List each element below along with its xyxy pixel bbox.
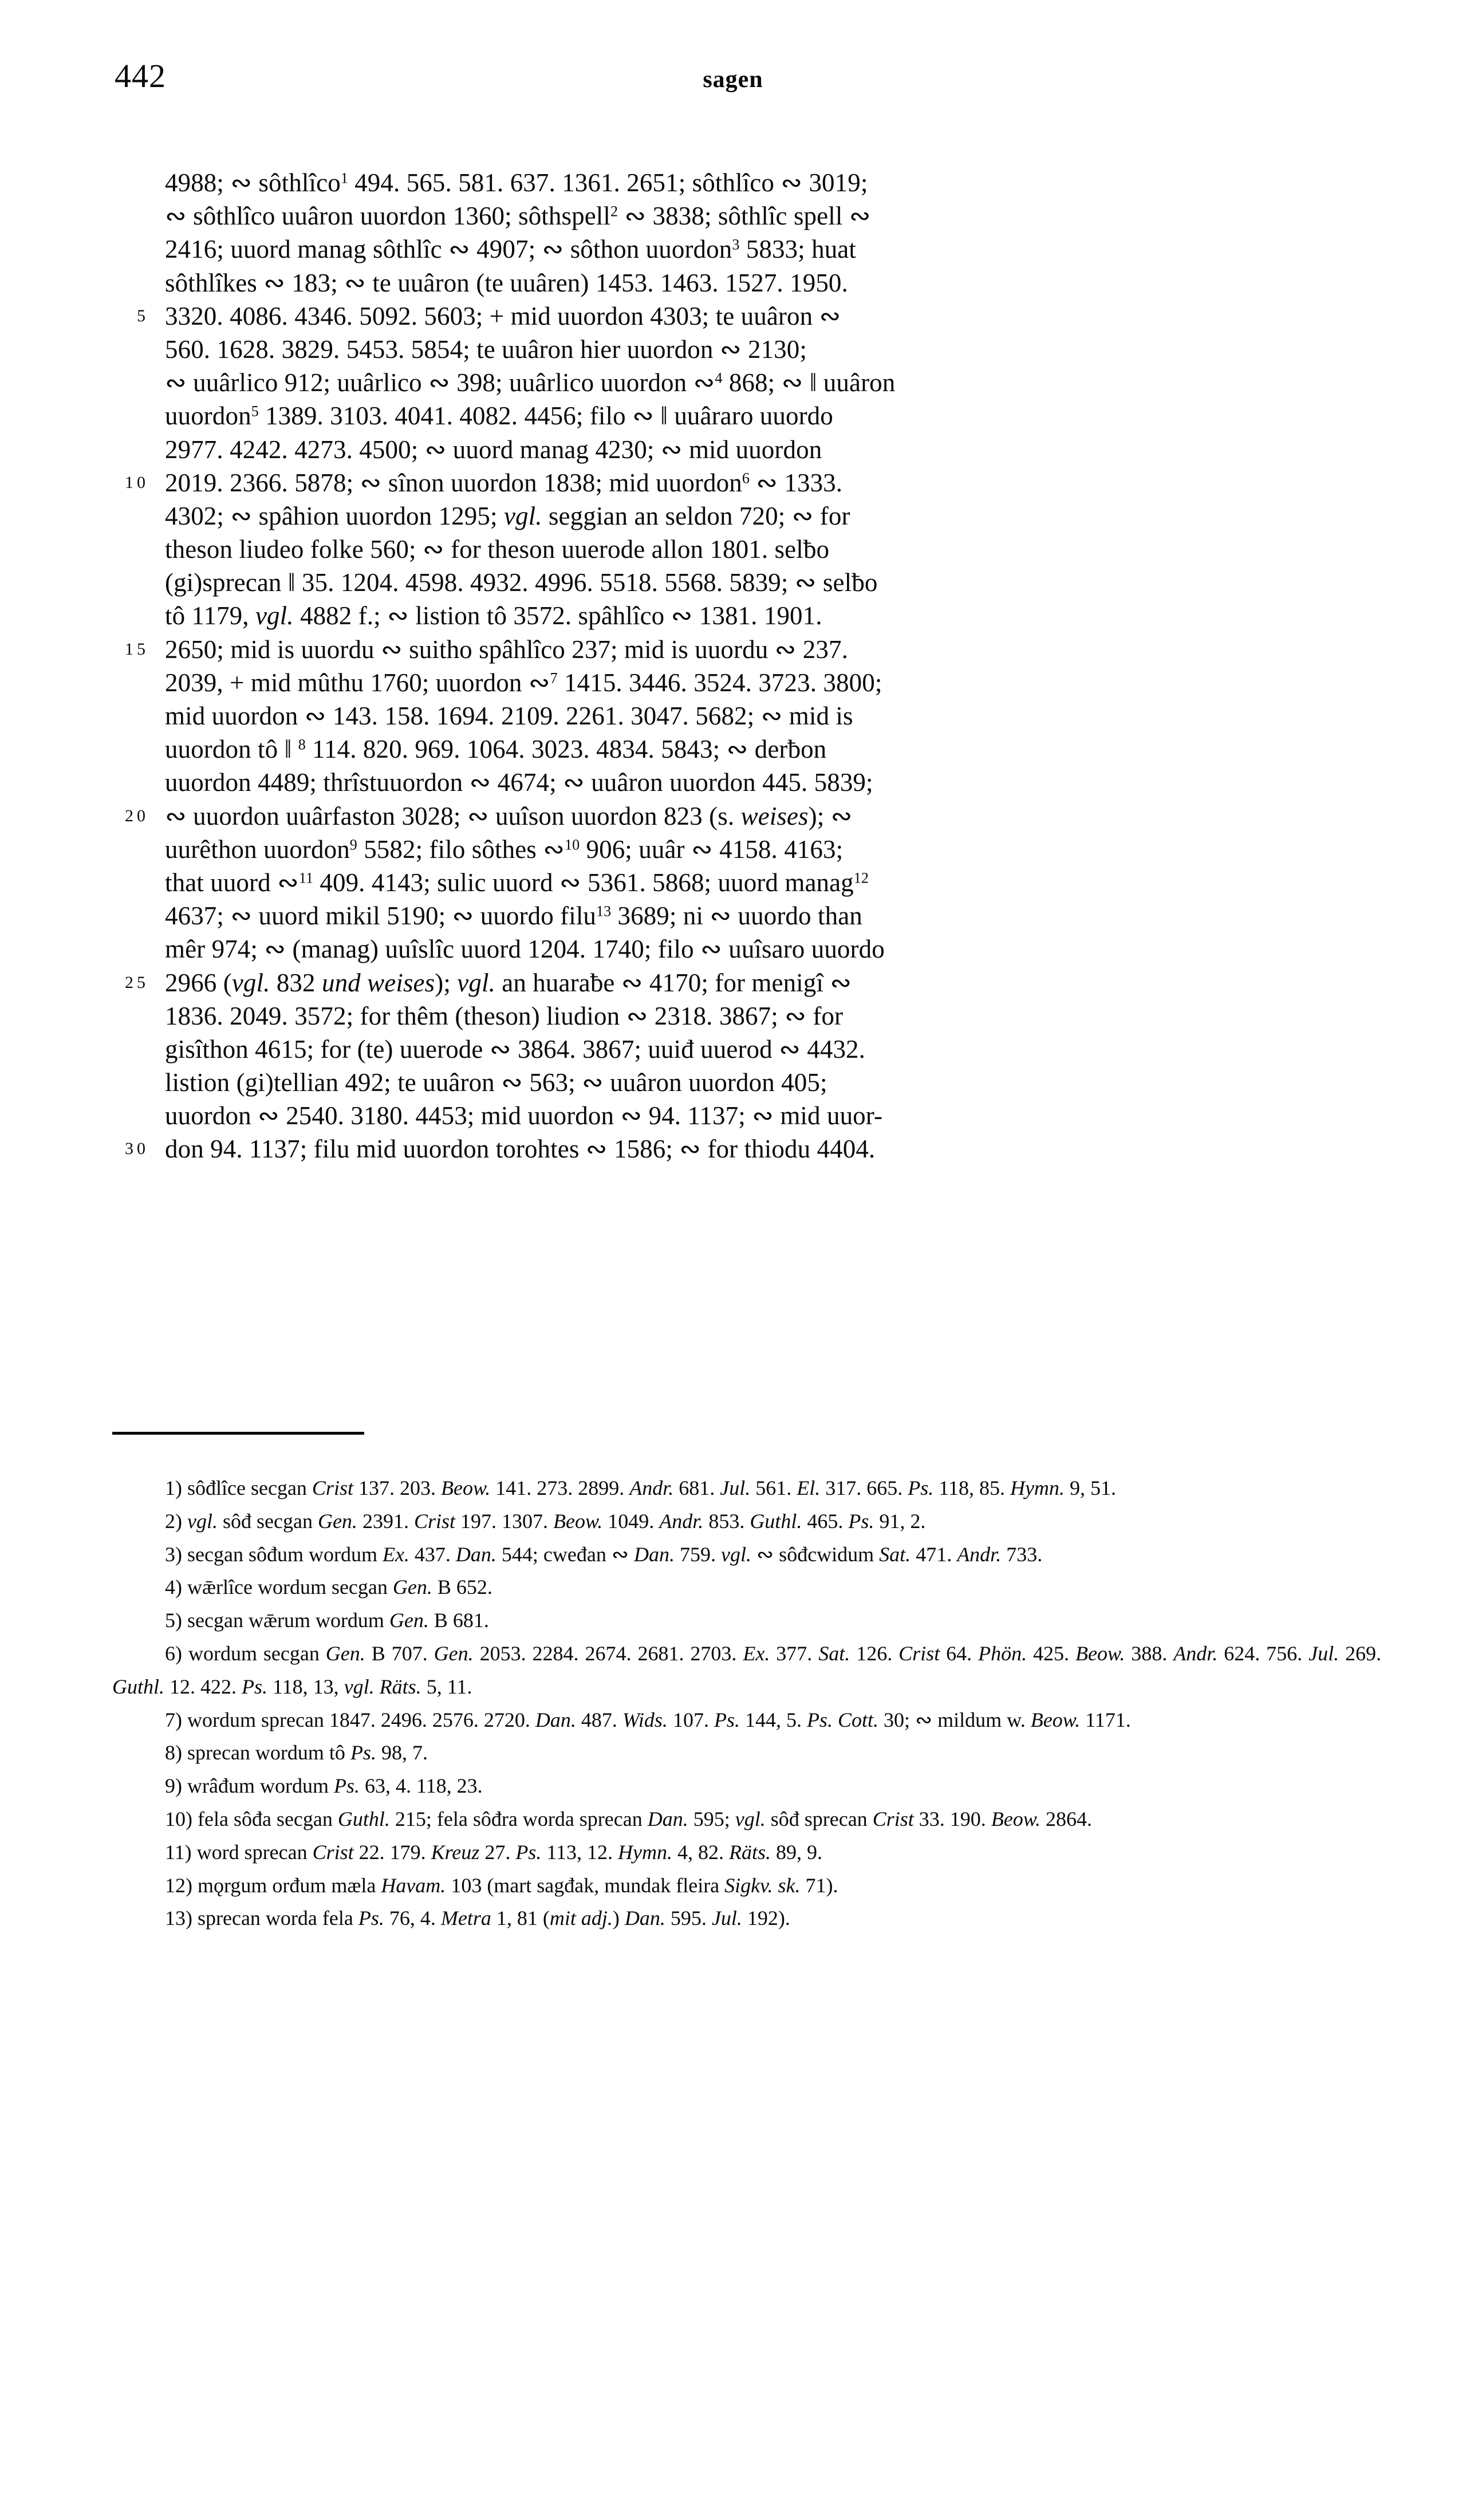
- footnote-marker: 8): [165, 1741, 187, 1765]
- footnote-marker: 11): [165, 1840, 197, 1864]
- line-text: ∾ sôthlîco uuâron uuordon 1360; sôthspell$^2$ ∾ 3838; sôthlîc spell ∾: [165, 202, 871, 231]
- abbreviation: Jul.: [1309, 1641, 1339, 1665]
- abbreviation: Dan.: [647, 1807, 688, 1830]
- abbreviation: Ps.: [908, 1476, 934, 1499]
- abbreviation: Beow.: [440, 1476, 491, 1499]
- abbreviation: Gen.: [325, 1641, 365, 1665]
- line-number: 10: [125, 472, 149, 492]
- footnote: [112, 1770, 1381, 1803]
- line-text: don 94. 1137; filu mid uuordon torohtes ∾ 1586; ∾ for thiodu 4404.: [165, 1135, 876, 1164]
- line-text: 4637; ∾ uuord mikil 5190; ∾ uuordo filu$^{13}$ 3689; ni ∾ uuordo than: [165, 901, 862, 931]
- abbreviation: Ps.: [806, 1708, 833, 1731]
- line-text: 2039, + mid mûthu 1760; uuordon ∾$^7$ 1415. 3446. 3524. 3723. 3800;: [165, 668, 882, 697]
- line-text: 2977. 4242. 4273. 4500; ∾ uuord manag 4230; ∾ mid uuordon: [165, 435, 822, 464]
- abbreviation: Sat.: [879, 1542, 911, 1566]
- abbreviation: Gen.: [389, 1609, 429, 1632]
- text-line: [165, 1066, 1379, 1099]
- abbreviation: Crist: [898, 1641, 940, 1665]
- footnote: [112, 1737, 1381, 1770]
- line-text: listion (gi)tellian 492; te uuâron ∾ 563; ∾ uuâron uuordon 405;: [165, 1068, 827, 1097]
- footnote-marker: 3): [165, 1542, 187, 1566]
- text-line: [165, 1099, 1379, 1132]
- abbreviation: Gen.: [317, 1509, 357, 1533]
- text-line: [165, 499, 1379, 533]
- abbreviation: Ex.: [382, 1542, 409, 1566]
- abbreviation: Kreuz: [431, 1840, 480, 1864]
- text-line: [165, 1033, 1379, 1066]
- text-line: [165, 566, 1379, 599]
- text-line: [165, 233, 1379, 266]
- line-text: uuordon$^5$ 1389. 3103. 4041. 4082. 4456; filo ∾ ‖ uuâraro uuordo: [165, 401, 833, 431]
- abbreviation: Havam.: [381, 1873, 446, 1897]
- abbreviation: Gen.: [434, 1641, 474, 1665]
- abbreviation: Dan.: [634, 1542, 675, 1566]
- line-text: 560. 1628. 3829. 5453. 5854; te uuâron hier uuordon ∾ 2130;: [165, 334, 807, 364]
- abbreviation: Ps.: [714, 1708, 740, 1731]
- footnote-text: secgan sôđum wordum Ex. 437. Dan. 544; cweđan ∾ Dan. 759. vgl. ∾ sôđcwidum Sat. 471. Andr. 733.: [187, 1542, 1043, 1566]
- abbreviation: vgl.: [231, 968, 270, 997]
- text-line: [165, 733, 1379, 766]
- abbreviation: Jul.: [711, 1907, 742, 1930]
- line-text: gisîthon 4615; for (te) uuerode ∾ 3864. 3867; uuiđ uuerod ∾ 4432.: [165, 1034, 865, 1064]
- text-line: [165, 699, 1379, 733]
- text-line: [125, 1132, 1379, 1166]
- text-line: [165, 199, 1379, 233]
- line-text: ∾ uuârlico 912; uuârlico ∾ 398; uuârlico uuordon ∾$^4$ 868; ∾ ‖ uuâron: [165, 368, 896, 397]
- abbreviation: Andr.: [957, 1542, 1002, 1566]
- footnote: [112, 1902, 1381, 1935]
- text-line: [165, 433, 1379, 466]
- line-text: sôthlîkes ∾ 183; ∾ te uuâron (te uuâren) 1453. 1463. 1527. 1950.: [165, 268, 848, 297]
- footnote-marker: 2): [165, 1509, 187, 1533]
- footnote-reference: 6: [742, 470, 750, 487]
- abbreviation: Metra: [440, 1907, 491, 1930]
- footnote-text: sprecan worda fela Ps. 76, 4. Metra 1, 81 (mit adj.) Dan. 595. Jul. 192).: [198, 1907, 790, 1930]
- footnote-text: wordum secgan Gen. B 707. Gen. 2053. 2284. 2674. 2681. 2703. Ex. 377. Sat. 126. Crist 64. Phön. 425. Beow. 388. Andr. 624. 756. Jul. 269. Guthl. 12. 422. Ps. 118, 13, vgl. Räts. 5, 11.: [112, 1641, 1382, 1698]
- footnote: [112, 1472, 1381, 1505]
- line-text: 2019. 2366. 5878; ∾ sînon uuordon 1838; mid uuordon$^6$ ∾ 1333.: [165, 468, 843, 497]
- footnote-reference: 5: [251, 403, 259, 420]
- line-text: uuordon tô ‖ $^8$ 114. 820. 969. 1064. 3023. 4834. 5843; ∾ derƀon: [165, 735, 827, 764]
- text-line: [165, 333, 1379, 366]
- line-text: 4988; ∾ sôthlîco$^1$ 494. 565. 581. 637. 1361. 2651; sôthlîco ∾ 3019;: [165, 168, 868, 197]
- line-number: 20: [125, 806, 149, 825]
- footnote-reference: 2: [610, 203, 618, 220]
- footnote-marker: 10): [165, 1807, 198, 1830]
- footnote-reference: 12: [853, 869, 869, 887]
- abbreviation: Ex.: [743, 1641, 770, 1665]
- abbreviation: mit adj.: [549, 1907, 613, 1930]
- abbreviation: Beow.: [991, 1807, 1041, 1830]
- abbreviation: vgl.: [735, 1807, 766, 1830]
- line-text: that uuord ∾$^{11}$ 409. 4143; sulic uuord ∾ 5361. 5868; uuord manag$^{12}$: [165, 868, 869, 897]
- footnote-text: wǣrlîce wordum secgan Gen. B 652.: [187, 1576, 492, 1599]
- abbreviation: Dan.: [624, 1907, 665, 1930]
- abbreviation: Guthl.: [112, 1675, 165, 1698]
- abbreviation: Crist: [312, 1840, 354, 1864]
- abbreviation: Beow.: [1075, 1641, 1125, 1665]
- main-text-block: [125, 166, 1379, 1166]
- text-line: [165, 166, 1379, 199]
- footnote-reference: 8: [298, 736, 306, 753]
- text-line: [125, 633, 1379, 666]
- abbreviation: weises: [367, 968, 435, 997]
- abbreviation: Phön.: [978, 1641, 1027, 1665]
- footnotes-block: [112, 1472, 1381, 1935]
- abbreviation: Ps.: [848, 1509, 874, 1533]
- text-line: [165, 366, 1379, 399]
- abbreviation: und: [321, 968, 361, 997]
- abbreviation: Räts.: [728, 1840, 771, 1864]
- text-line: [165, 866, 1379, 899]
- abbreviation: Dan.: [535, 1708, 576, 1731]
- line-text: 2966 (vgl. 832 und weises); vgl. an huaraƀe ∾ 4170; for menigî ∾: [165, 968, 852, 997]
- abbreviation: Andr.: [629, 1476, 674, 1499]
- abbreviation: vgl.: [503, 501, 542, 530]
- abbreviation: Hymn.: [617, 1840, 672, 1864]
- text-line: [125, 966, 1379, 999]
- footnote-text: word sprecan Crist 22. 179. Kreuz 27. Ps. 113, 12. Hymn. 4, 82. Räts. 89, 9.: [196, 1840, 822, 1864]
- abbreviation: El.: [797, 1476, 821, 1499]
- line-text: 4302; ∾ spâhion uuordon 1295; vgl. seggian an seldon 720; ∾ for: [165, 501, 850, 530]
- footnote-reference: 4: [715, 369, 723, 387]
- abbreviation: weises: [740, 801, 809, 830]
- abbreviation: sk.: [778, 1873, 801, 1897]
- abbreviation: Ps.: [515, 1840, 542, 1864]
- footnote-reference: 9: [349, 836, 357, 853]
- line-text: uurêthon uuordon$^9$ 5582; filo sôthes ∾$^{10}$ 906; uuâr ∾ 4158. 4163;: [165, 834, 844, 864]
- abbreviation: Wids.: [622, 1708, 668, 1731]
- footnote: [112, 1571, 1381, 1604]
- line-number: 25: [125, 972, 149, 992]
- footnote: [112, 1803, 1381, 1836]
- footnote: [112, 1704, 1381, 1737]
- abbreviation: Beow.: [553, 1509, 603, 1533]
- footnote: [112, 1637, 1381, 1704]
- footnote-text: secgan wǣrum wordum Gen. B 681.: [187, 1609, 489, 1632]
- abbreviation: Crist: [312, 1476, 353, 1499]
- abbreviation: Ps.: [333, 1774, 360, 1798]
- footnote-marker: 9): [165, 1774, 187, 1798]
- footnote-text: sprecan wordum tô Ps. 98, 7.: [187, 1741, 428, 1765]
- text-line: [125, 466, 1379, 499]
- abbreviation: vgl.: [187, 1509, 218, 1533]
- abbreviation: Jul.: [720, 1476, 751, 1499]
- footnote-reference: 3: [732, 237, 740, 254]
- footnote-marker: 6): [165, 1641, 188, 1665]
- footnote-marker: 7): [165, 1708, 187, 1731]
- footnote-reference: 11: [298, 869, 314, 887]
- text-line: [165, 399, 1379, 432]
- abbreviation: Andr.: [659, 1509, 704, 1533]
- footnote: [112, 1538, 1381, 1572]
- abbreviation: Crist: [872, 1807, 914, 1830]
- footnote-text: sôđlîce secgan Crist 137. 203. Beow. 141. 273. 2899. Andr. 681. Jul. 561. El. 317. 665. Ps. 118, 85. Hymn. 9, 51.: [187, 1476, 1116, 1499]
- abbreviation: Räts.: [379, 1675, 421, 1698]
- footnote-marker: 4): [165, 1576, 187, 1599]
- line-number: 30: [125, 1139, 149, 1159]
- abbreviation: Beow.: [1030, 1708, 1081, 1731]
- abbreviation: Crist: [413, 1509, 455, 1533]
- line-text: tô 1179, vgl. 4882 f.; ∾ listion tô 3572. spâhlîco ∾ 1381. 1901.: [165, 601, 822, 631]
- footnote-reference: 13: [596, 903, 612, 920]
- text-line: [165, 932, 1379, 966]
- line-text: mêr 974; ∾ (manag) uuîslîc uuord 1204. 1740; filo ∾ uuîsaro uuordo: [165, 935, 885, 964]
- text-line: [165, 666, 1379, 699]
- footnote-text: vgl. sôđ secgan Gen. 2391. Crist 197. 1307. Beow. 1049. Andr. 853. Guthl. 465. Ps. 91, 2.: [187, 1509, 926, 1533]
- abbreviation: vgl.: [344, 1675, 375, 1698]
- footnote-reference: 1: [340, 170, 348, 187]
- abbreviation: Cott.: [837, 1708, 878, 1731]
- abbreviation: vgl.: [457, 968, 495, 997]
- line-text: 2650; mid is uuordu ∾ suitho spâhlîco 237; mid is uuordu ∾ 237.: [165, 635, 848, 664]
- text-line: [165, 899, 1379, 932]
- footnote-marker: 1): [165, 1476, 187, 1499]
- footnote-text: wordum sprecan 1847. 2496. 2576. 2720. Dan. 487. Wids. 107. Ps. 144, 5. Ps. Cott. 30; ∾ mildum w. Beow. 1171.: [187, 1708, 1131, 1731]
- footnote-marker: 5): [165, 1609, 187, 1632]
- abbreviation: Sigkv.: [724, 1873, 773, 1897]
- line-text: 3320. 4086. 4346. 5092. 5603; + mid uuordon 4303; te uuâron ∾: [165, 301, 841, 330]
- footnote-reference: 7: [550, 670, 558, 687]
- running-head: [0, 57, 1466, 100]
- text-line: [165, 999, 1379, 1033]
- footnote-text: mǫrgum orđum mæla Havam. 103 (mart sagđak, mundak fleira Sigkv. sk. 71).: [198, 1873, 838, 1897]
- line-number: 15: [125, 639, 149, 659]
- line-text: mid uuordon ∾ 143. 158. 1694. 2109. 2261. 3047. 5682; ∾ mid is: [165, 702, 853, 730]
- page-number: 442: [115, 57, 166, 94]
- footnote-marker: 12): [165, 1873, 198, 1897]
- line-text: uuordon 4489; thrîstuuordon ∾ 4674; ∾ uuâron uuordon 445. 5839;: [165, 768, 873, 797]
- abbreviation: Hymn.: [1010, 1476, 1065, 1499]
- abbreviation: vgl.: [255, 601, 294, 631]
- footnote-reference: 10: [565, 836, 580, 853]
- text-line: [165, 533, 1379, 566]
- abbreviation: Guthl.: [750, 1509, 802, 1533]
- abbreviation: Ps.: [350, 1741, 376, 1765]
- abbreviation: Andr.: [1173, 1641, 1218, 1665]
- footnote: [112, 1505, 1381, 1538]
- abbreviation: Ps.: [358, 1907, 384, 1930]
- text-line: [165, 599, 1379, 632]
- running-title: sagen: [703, 66, 763, 93]
- line-text: theson liudeo folke 560; ∾ for theson uuerode allon 1801. selƀo: [165, 535, 830, 564]
- line-text: (gi)sprecan ‖ 35. 1204. 4598. 4932. 4996. 5518. 5568. 5839; ∾ selƀo: [165, 568, 878, 597]
- footnote-separator-rule: [112, 1432, 364, 1435]
- abbreviation: Dan.: [455, 1542, 496, 1566]
- text-line: [165, 766, 1379, 799]
- line-text: 2416; uuord manag sôthlîc ∾ 4907; ∾ sôthon uuordon$^3$ 5833; huat: [165, 235, 856, 264]
- footnote-marker: 13): [165, 1907, 198, 1930]
- text-line: [165, 266, 1379, 300]
- text-line: [137, 300, 1379, 333]
- line-number: 5: [137, 306, 149, 325]
- abbreviation: vgl.: [721, 1542, 752, 1566]
- footnote: [112, 1604, 1381, 1637]
- abbreviation: Gen.: [392, 1576, 432, 1599]
- text-line: [165, 833, 1379, 866]
- line-text: 1836. 2049. 3572; for thêm (theson) liudion ∾ 2318. 3867; ∾ for: [165, 1001, 844, 1030]
- footnote-text: fela sôđa secgan Guthl. 215; fela sôđra worda sprecan Dan. 595; vgl. sôđ sprecan Crist 33. 190. Beow. 2864.: [198, 1807, 1093, 1830]
- line-text: uuordon ∾ 2540. 3180. 4453; mid uuordon ∾ 94. 1137; ∾ mid uuor-: [165, 1101, 883, 1131]
- footnote-text: wrâđum wordum Ps. 63, 4. 118, 23.: [187, 1774, 483, 1798]
- footnote: [112, 1869, 1381, 1903]
- text-line: [125, 800, 1379, 833]
- line-text: ∾ uuordon uuârfaston 3028; ∾ uuîson uuordon 823 (s. weises); ∾: [165, 801, 853, 830]
- abbreviation: Guthl.: [337, 1807, 390, 1830]
- footnote: [112, 1836, 1381, 1869]
- abbreviation: Sat.: [818, 1641, 850, 1665]
- abbreviation: Ps.: [242, 1675, 268, 1698]
